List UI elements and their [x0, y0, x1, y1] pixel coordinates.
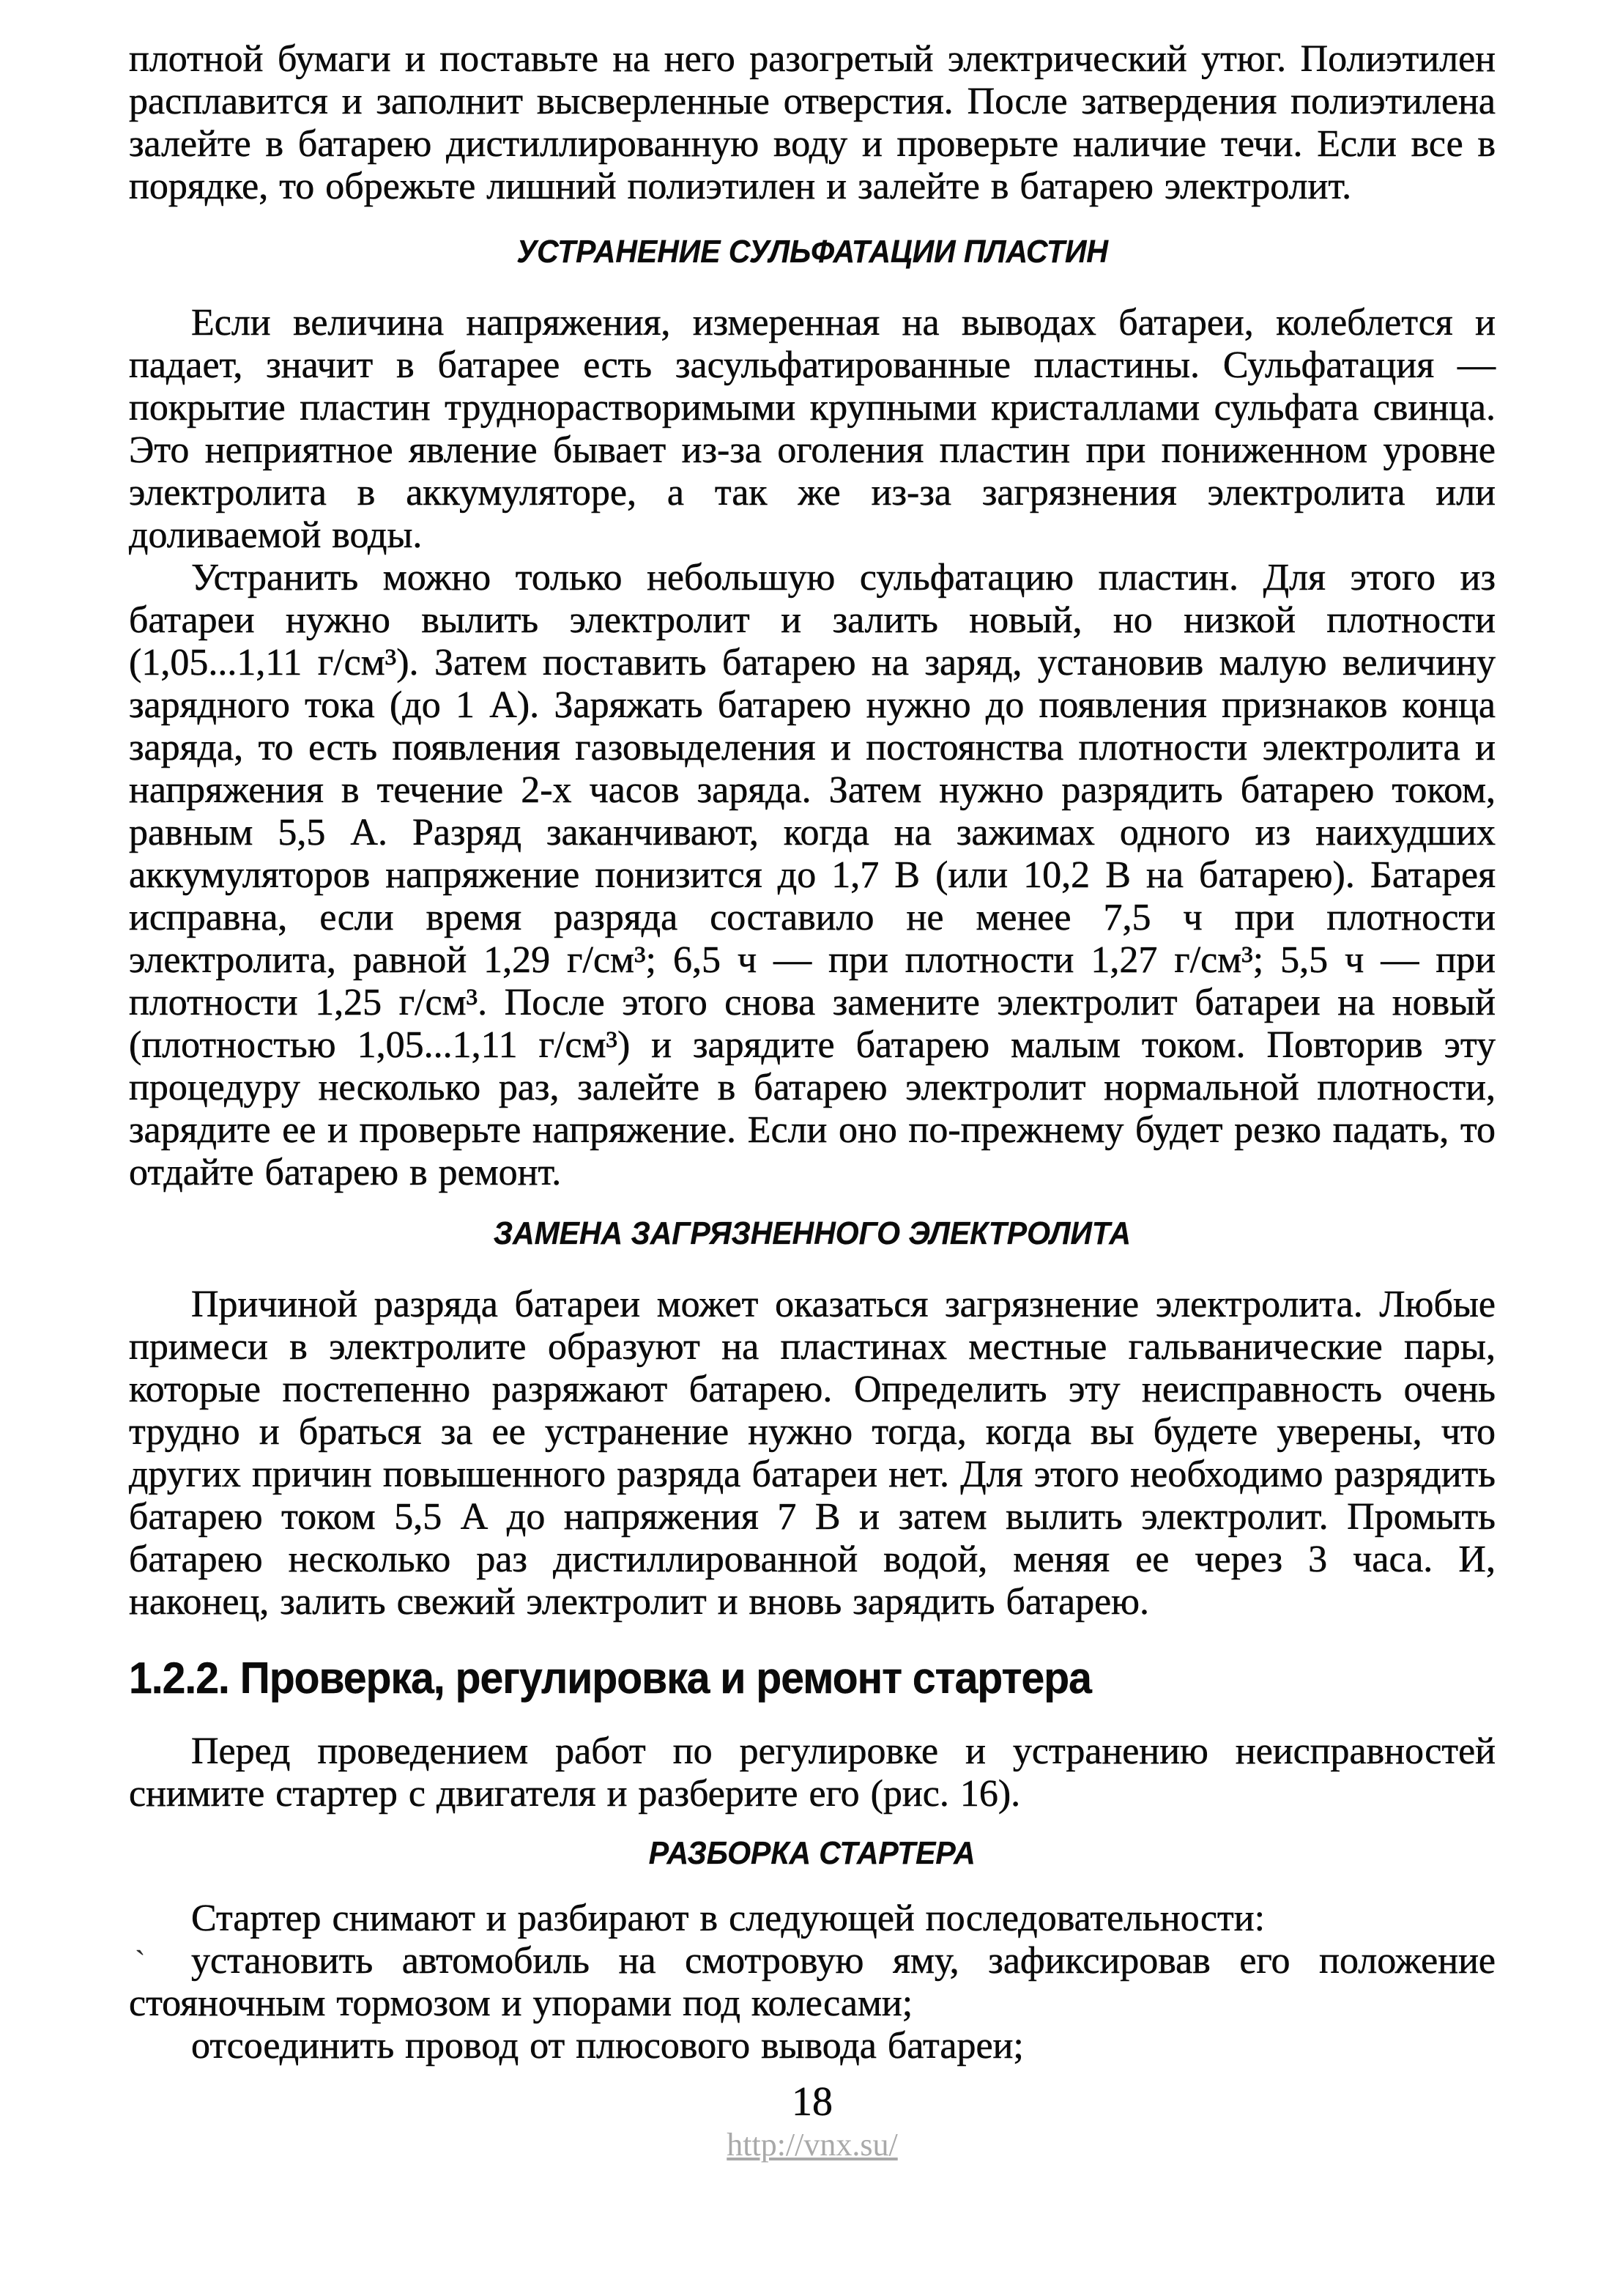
paragraph-starter-intro: Перед проведением работ по регулировке и устранению неисправностей снимите стартер с двигателя и разберите его (рис. 16). [129, 1730, 1496, 1815]
heading-starter-disassembly [129, 1836, 1496, 1871]
heading-starter-section-label: 1.2.2. Проверка, регулировка и ремонт стартера [129, 1654, 1091, 1703]
heading-sulfation-removal-label: УСТРАНЕНИЕ СУЛЬФАТАЦИИ ПЛАСТИН [516, 234, 1108, 270]
watermark-link[interactable]: http://vnx.su/ [727, 2127, 898, 2163]
watermark [129, 2127, 1496, 2163]
heading-electrolyte-replacement-label: ЗАМЕНА ЗАГРЯЗНЕННОГО ЭЛЕКТРОЛИТА [493, 1215, 1132, 1251]
page-number: 18 [792, 2079, 833, 2125]
paragraph-sulfation-intro: Если величина напряжения, измеренная на выводах батареи, колеблется и падает, значит в батарее есть засульфатированные пластины. Сульфатация — покрытие пластин труднорастворимыми крупными кристаллами сульфата свинца. Это неприятное явление бывает из-за оголения пластин при пониженном уровне электролита в аккумуляторе, а так же из-за загрязнения электролита или доливаемой воды. [129, 302, 1496, 556]
stray-mark: ` [135, 1944, 146, 1980]
paragraph-disassembly-order: Стартер снимают и разбирают в следующей последовательности: [191, 1897, 1266, 1939]
heading-electrolyte-replacement [129, 1216, 1496, 1251]
heading-starter-section [129, 1656, 1496, 1701]
list-item-install-car-text: установить автомобиль на смотровую яму, зафиксировав его положение стояночным тормозом и упорами под колесами; [129, 1940, 1496, 2024]
paragraph-polyethylene-repair: плотной бумаги и поставьте на него разогретый электрический утюг. Полиэтилен расплавится и заполнит высверленные отверстия. После затвердения полиэтилена залейте в батарею дистиллированную воду и проверьте наличие течи. Если все в порядке, то обрежьте лишний полиэтилен и залейте в батарею электролит. [129, 38, 1496, 207]
paragraph-electrolyte-contamination: Причиной разряда батареи может оказаться загрязнение электролита. Любые примеси в электролите образуют на пластинах местные гальванические пары, которые постепенно разряжают батарею. Определить эту неисправность очень трудно и браться за ее устранение нужно тогда, когда вы будете уверены, что других причин повышенного разряда батареи нет. Для этого необходимо разрядить батарею током 5,5 А до напряжения 7 В и затем вылить электролит. Промыть батарею несколько раз дистиллированной водой, меняя ее через 3 часа. И, наконец, залить свежий электролит и вновь зарядить батарею. [129, 1284, 1496, 1623]
heading-starter-disassembly-label: РАЗБОРКА СТАРТЕРА [649, 1835, 976, 1871]
heading-sulfation-removal [129, 234, 1496, 270]
list-item-install-car [129, 1940, 1496, 2025]
list-item-disconnect-wire: отсоединить провод от плюсового вывода батареи; [191, 2025, 1024, 2067]
paragraph-sulfation-procedure: Устранить можно только небольшую сульфатацию пластин. Для этого из батареи нужно вылить электролит и залить новый, но низкой плотности (1,05...1,11 г/см³). Затем поставить батарею на заряд, установив малую величину зарядного тока (до 1 А). Заряжать батарею нужно до появления признаков конца заряда, то есть появления газовыделения и постоянства плотности электролита и напряжения в течение 2-х часов заряда. Затем нужно разрядить батарею током, равным 5,5 А. Разряд заканчивают, когда на зажимах одного из наихудших аккумуляторов напряжение понизится до 1,7 В (или 10,2 В на батарею). Батарея исправна, если время разряда составило не менее 7,5 ч при плотности электролита, равной 1,29 г/см³; 6,5 ч — при плотности 1,27 г/см³; 5,5 ч — при плотности 1,25 г/см³. После этого снова замените электролит батареи на новый (плотностью 1,05...1,11 г/см³) и зарядите батарею малым током. Повторив эту процедуру несколько раз, залейте в батарею электролит нормальной плотности, зарядите ее и проверьте напряжение. Если оно по-прежнему будет резко падать, то отдайте батарею в ремонт. [129, 557, 1496, 1193]
